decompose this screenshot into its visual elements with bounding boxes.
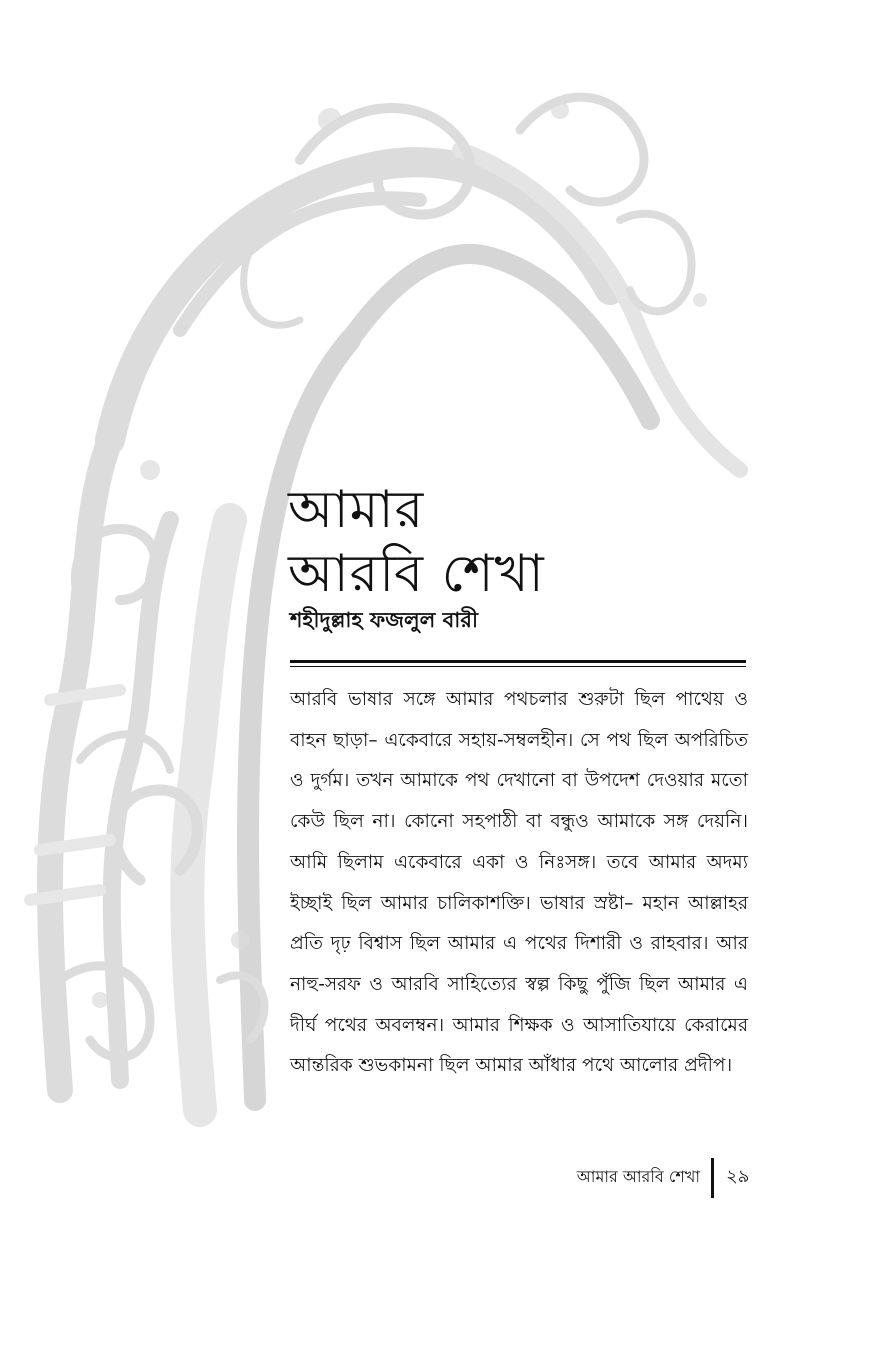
page-number: ২৯ bbox=[726, 1166, 750, 1187]
running-title: আমার আরবি শেখা bbox=[576, 1167, 700, 1186]
title-divider-thick bbox=[290, 660, 746, 663]
body-paragraph: আরবি ভাষার সঙ্গে আমার পথচলার শুরুটা ছিল পাথেয় ও বাহন ছাড়া– একেবারে সহায়-সম্বলহীন। সে পথ ছিল অপরিচিত ও দুর্গম। তখন আমাকে পথ দেখানো বা উপদেশ দেওয়ার মতো কেউ ছিল না। কোনো সহপাঠী বা বন্ধুও আমাকে সঙ্গ দেয়নি। আমি ছিলাম একেবারে একা ও নিঃসঙ্গ। তবে আমার অদম্য ইচ্ছাই ছিল আমার চালিকাশক্তি। ভাষার স্রষ্টা– মহান আল্লাহর প্রতি দৃঢ় বিশ্বাস ছিল আমার এ পথের দিশারী ও রাহবার। আর নাহু-সরফ ও আরবি সাহিত্যের স্বল্প কিছু পুঁজি ছিল আমার এ দীর্ঘ পথের অবলম্বন। আমার শিক্ষক ও আসাতিযায়ে কেরামের আন্তরিক শুভকামনা ছিল আমার আঁধার পথে আলোর প্রদীপ। bbox=[290, 689, 748, 1077]
chapter-title bbox=[288, 478, 758, 606]
chapter-title-line-2: আরবি শেখা bbox=[288, 544, 545, 604]
footer-separator bbox=[711, 1158, 714, 1198]
title-divider-thin bbox=[290, 666, 746, 667]
chapter-title-line-1: আমার bbox=[288, 480, 425, 540]
page-footer bbox=[0, 1158, 870, 1198]
author-name: শহীদুল্লাহ ফজলুল বারী bbox=[290, 608, 478, 632]
